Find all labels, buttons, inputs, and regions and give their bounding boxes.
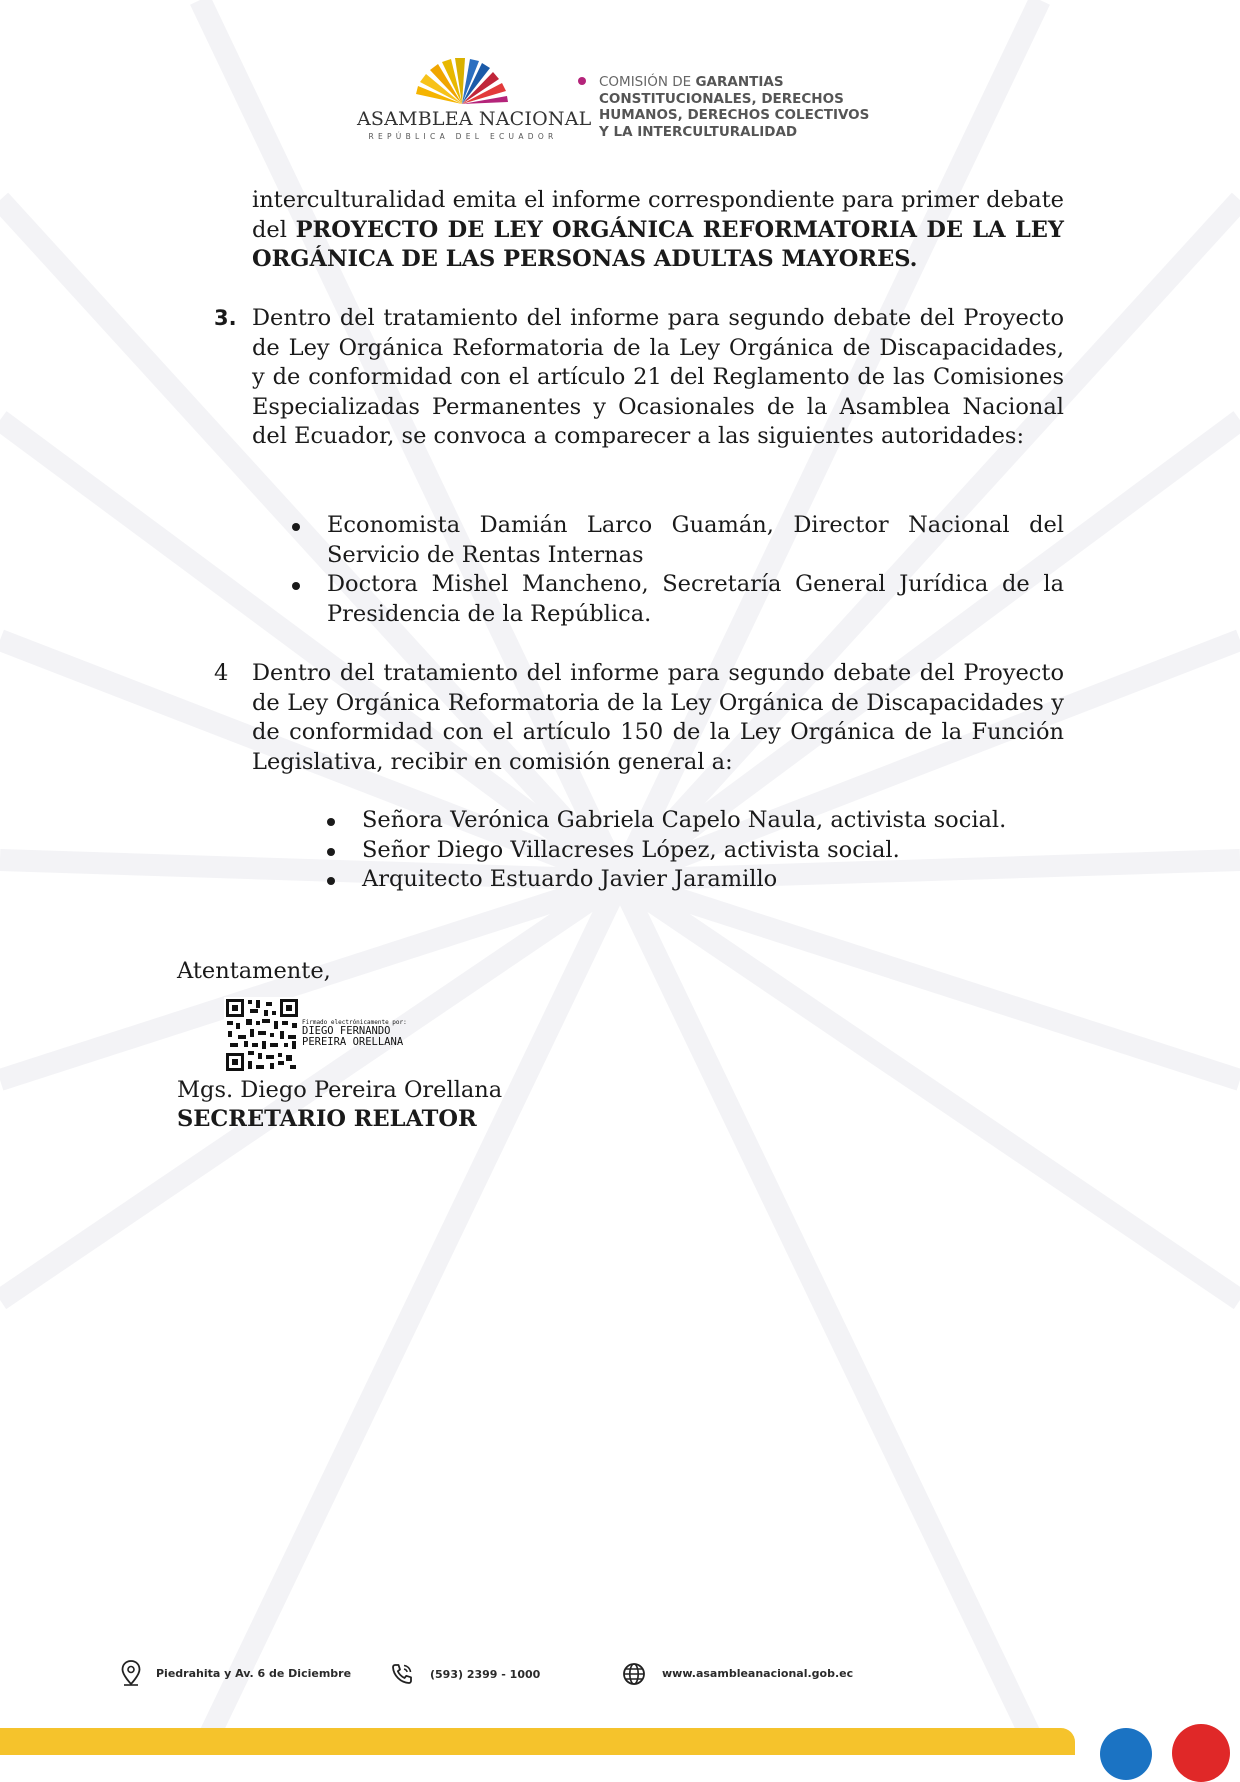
- electronic-signature-text: Firmado electrónicamente por: DIEGO FERNANDO PEREIRA ORELLANA: [302, 1019, 407, 1048]
- footer-address: Piedrahita y Av. 6 de Diciembre: [156, 1667, 352, 1680]
- item-4-number: 4: [214, 660, 229, 686]
- logo-subtitle: REPÚBLICA DEL ECUADOR: [368, 132, 558, 141]
- item-3-paragraph: Dentro del tratamiento del informe para segundo debate del Proyecto de Ley Orgánica Reformatoria de la Ley Orgánica de Discapacidades, y de conformidad con el artículo 21 del Reglamento de las Comisiones Especializadas Permanentes y Ocasionales de la Asamblea Nacional del Ecuador, se convoca a comparecer a las siguientes autoridades:: [252, 305, 1064, 449]
- signature-qr-code: [224, 997, 300, 1073]
- salutation: Atentamente,: [177, 958, 331, 984]
- signer-name: Mgs. Diego Pereira Orellana: [177, 1077, 503, 1103]
- list-item: Doctora Mishel Mancheno, Secretaría General Jurídica de la Presidencia de la República.: [327, 570, 1064, 629]
- bullet-icon: [327, 877, 335, 885]
- footer-yellow-bar: [0, 1728, 1075, 1755]
- bullet-icon: [327, 848, 335, 856]
- commission-line-2: CONSTITUCIONALES, DERECHOS: [599, 90, 844, 107]
- item-4-bullet-list: [362, 806, 1082, 895]
- commission-line-4: Y LA INTERCULTURALIDAD: [599, 123, 798, 140]
- footer-website: www.asambleanacional.gob.ec: [662, 1667, 854, 1680]
- logo-name: ASAMBLEA NACIONAL: [357, 108, 592, 130]
- list-item: Señor Diego Villacreses López, activista social.: [362, 836, 1082, 866]
- intro-paragraph: interculturalidad emita el informe correspondiente para primer debate del PROYECTO DE LEY ORGÁNICA REFORMATORIA DE LA LEY ORGÁNICA DE LAS PERSONAS ADULTAS MAYORES.: [252, 187, 1064, 272]
- list-item: Arquitecto Estuardo Javier Jaramillo: [362, 865, 1082, 895]
- asamblea-logo: [355, 58, 592, 143]
- footer-red-circle: [1172, 1724, 1230, 1782]
- intro-bold-title: PROYECTO DE LEY ORGÁNICA REFORMATORIA DE LA LEY ORGÁNICA DE LAS PERSONAS ADULTAS MAYORES.: [252, 216, 1064, 272]
- item-3-bullet-list: [327, 511, 1064, 629]
- location-pin-icon: [121, 1660, 141, 1686]
- commission-title: [578, 74, 908, 140]
- commission-dot-icon: [578, 77, 586, 85]
- sun-emblem-icon: [407, 58, 517, 106]
- bullet-icon: [292, 582, 300, 590]
- item-3-number: 3.: [214, 306, 237, 330]
- item-4-paragraph: Dentro del tratamiento del informe para segundo debate del Proyecto de Ley Orgánica Reformatoria de la Ley Orgánica de Discapacidades y de conformidad con el artículo 150 de la Ley Orgánica de la Función Legislativa, recibir en comisión general a:: [252, 660, 1064, 775]
- commission-line-3: HUMANOS, DERECHOS COLECTIVOS: [599, 107, 870, 123]
- footer-phone: (593) 2399 - 1000: [430, 1668, 541, 1681]
- signer-title: SECRETARIO RELATOR: [177, 1106, 477, 1132]
- bullet-icon: [327, 818, 335, 826]
- footer-blue-circle: [1100, 1728, 1152, 1780]
- list-item: Economista Damián Larco Guamán, Director Nacional del Servicio de Rentas Internas: [327, 511, 1064, 570]
- phone-icon: [390, 1662, 414, 1686]
- bullet-icon: [292, 523, 300, 531]
- commission-line-1: COMISIÓN DE GARANTIAS: [599, 74, 784, 90]
- list-item: Señora Verónica Gabriela Capelo Naula, activista social.: [362, 806, 1082, 836]
- globe-icon: [622, 1662, 646, 1686]
